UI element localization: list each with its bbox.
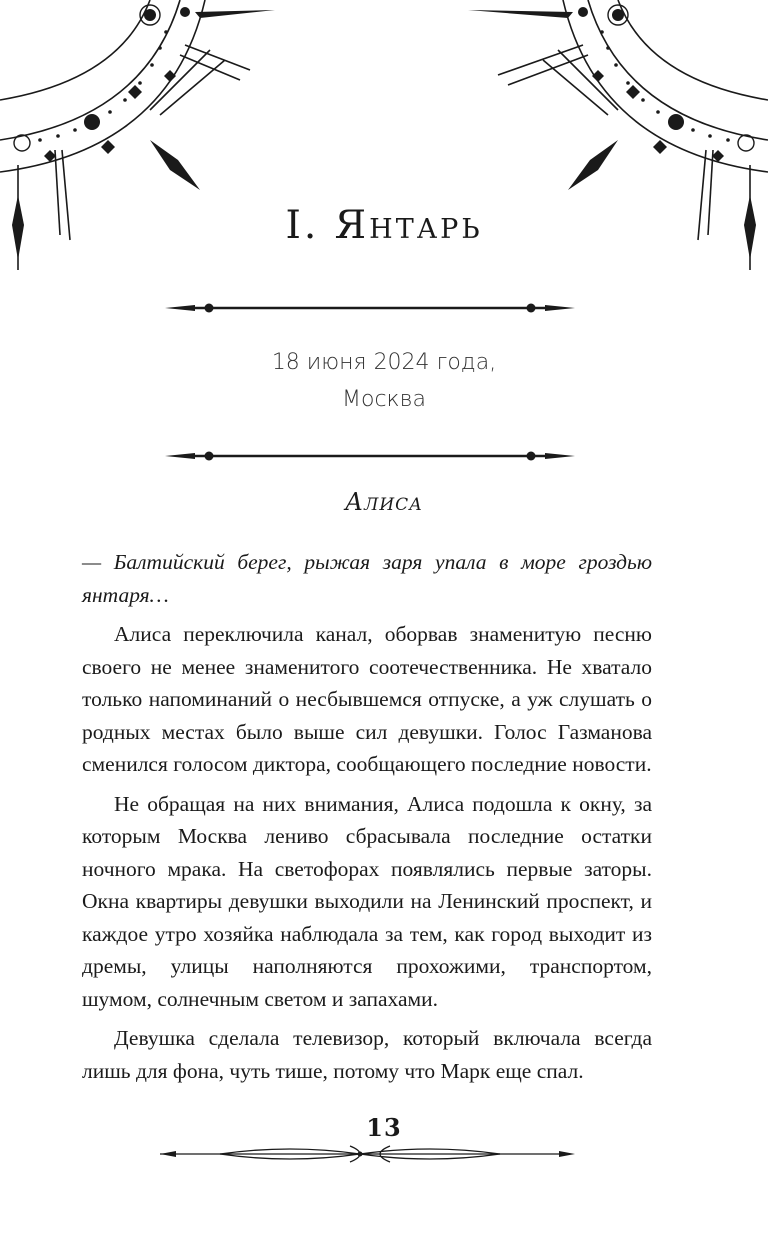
page-number: 13 [366,1113,402,1142]
body-text [82,546,652,1094]
date-text: 18 июня 2024 года, [271,350,497,375]
paragraph: Девушка сделала телевизор, который включала всегда лишь для фона, чуть тише, потому что Марк еще спал. [82,1026,652,1083]
pov-character-name: Алиса [344,488,424,516]
place-text: Москва [342,387,426,412]
divider-top [165,298,575,318]
chapter-title: I. Янтарь [285,203,483,248]
footer-flourish [160,1140,580,1170]
divider-bottom [165,446,575,466]
epigraph-paragraph: — Балтийский берег, рыжая заря упала в море гроздью янтаря… [82,550,652,607]
paragraph: Алиса переключила канал, оборвав знаменитую песню своего не менее знаменитого соотечественника. Не хватало только напоминаний о несбывшемся отпуске, а уж слушать о родных местах было выше сил девушки. Голос Газманова сменился голосом диктора, сообщающего последние новости. [82,622,652,776]
paragraph: Не обращая на них внимания, Алиса подошла к окну, за которым Москва лениво сбрасывала последние остатки ночного мрака. На светофорах появлялись первые заторы. Окна квартиры девушки выходили на Ленинский проспект, и каждое утро хозяйка наблюдала за тем, как город выходит из дремы, улицы наполняются прохожими, транспортом, шумом, солнечным светом и запахами. [82,791,652,1011]
